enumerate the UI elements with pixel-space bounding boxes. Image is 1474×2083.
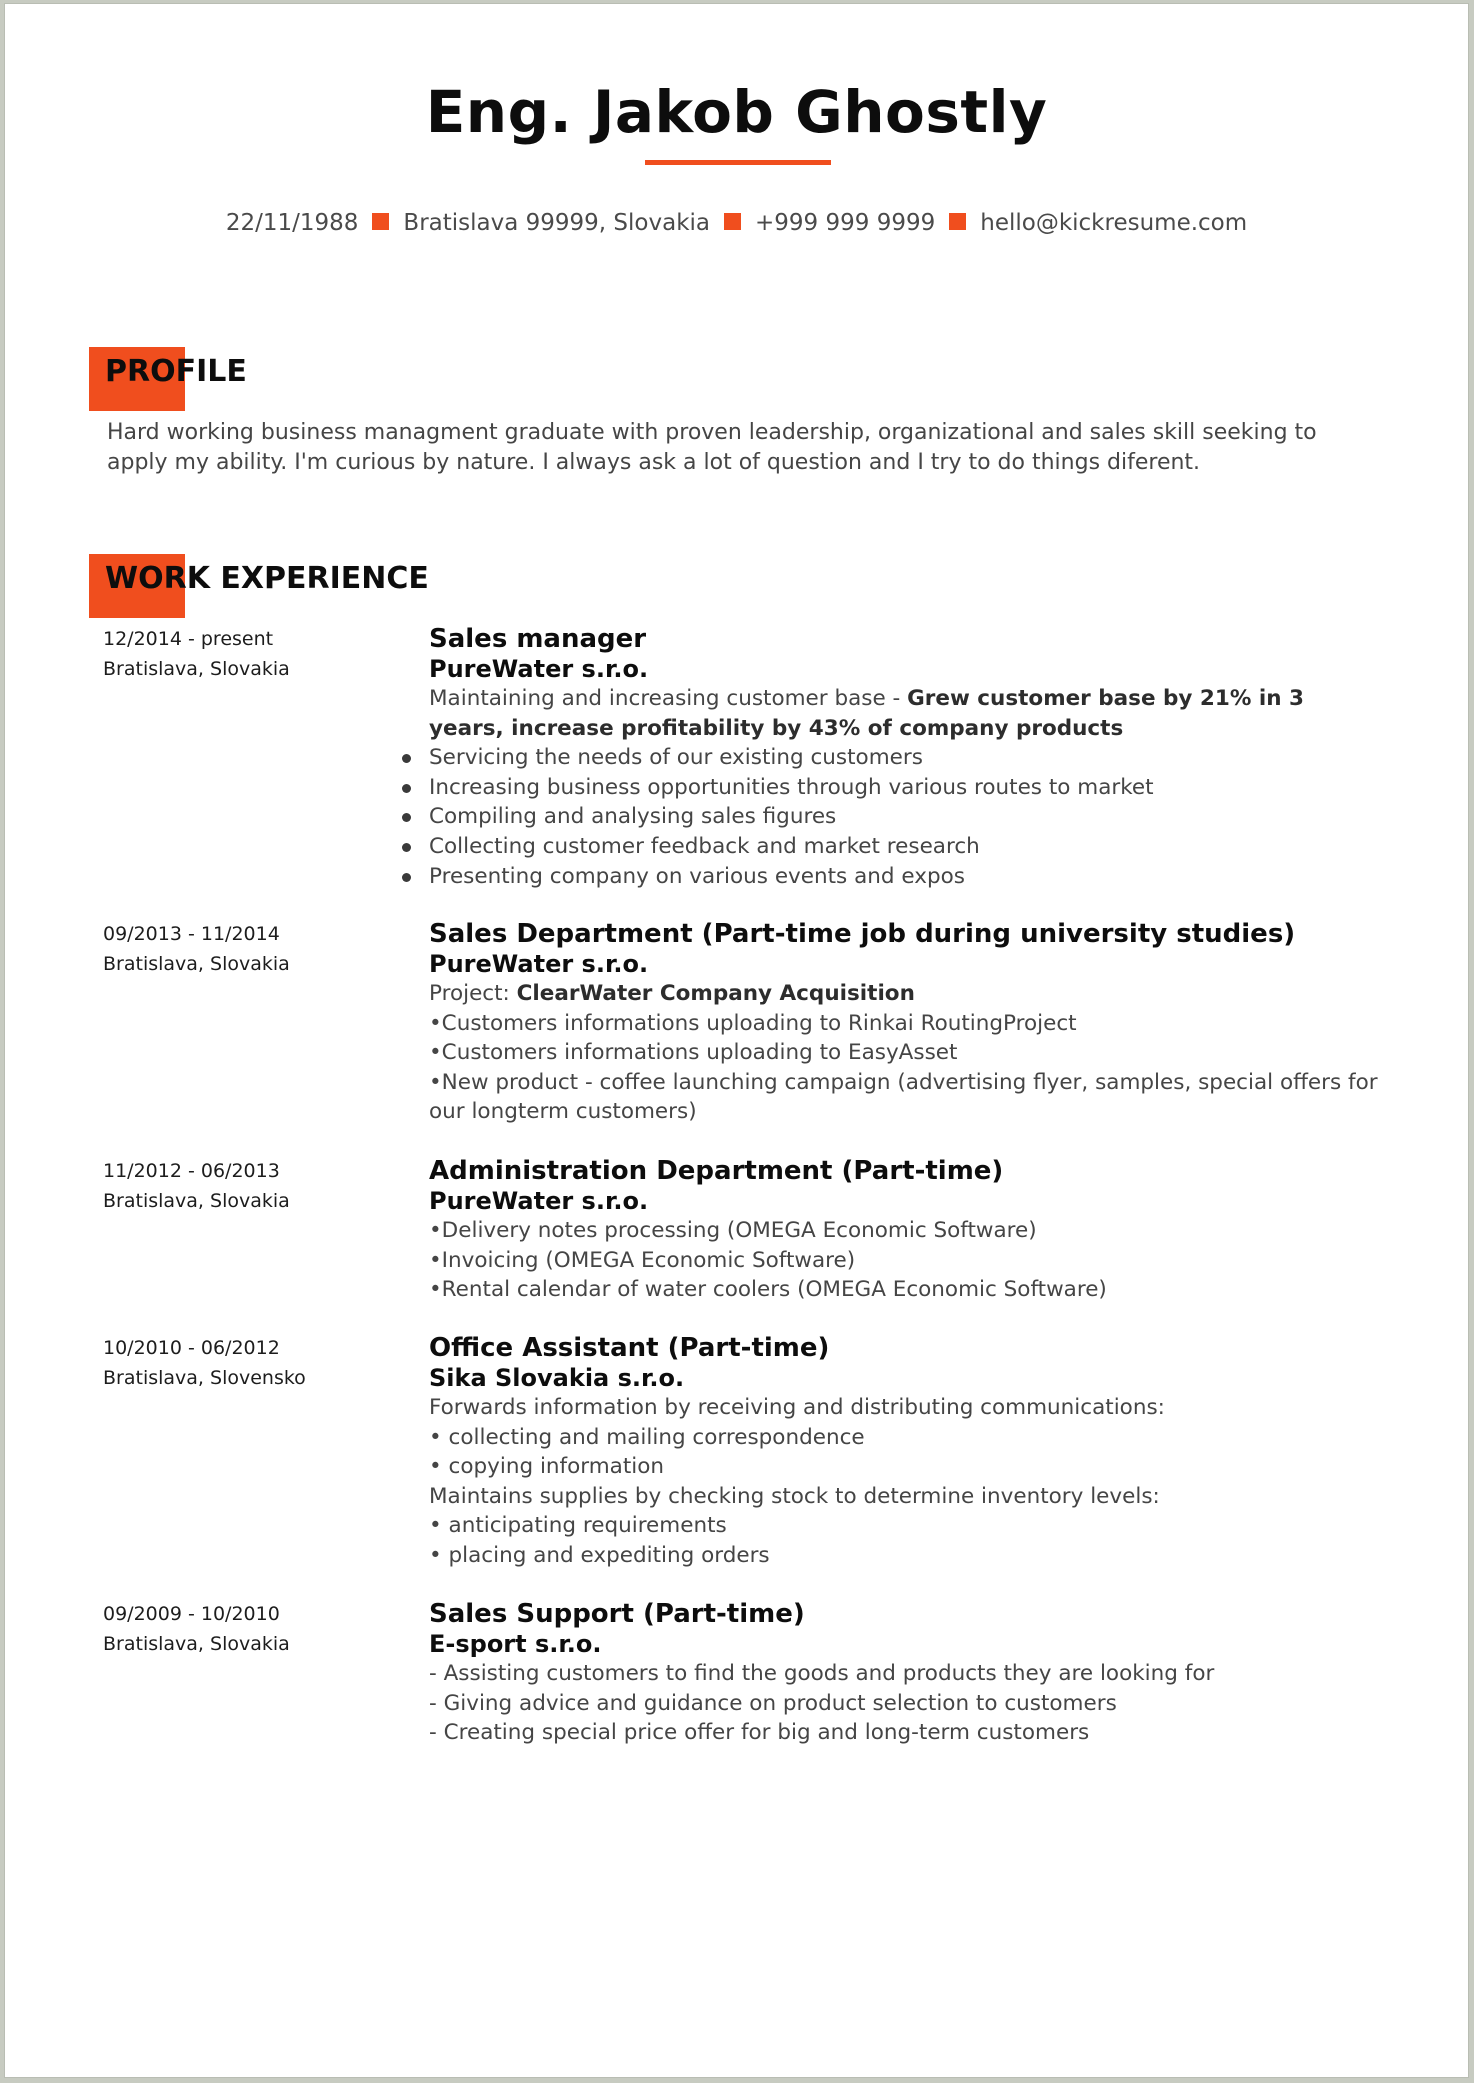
job-dates: 09/2013 - 11/2014 [103,923,280,945]
job-line: •Delivery notes processing (OMEGA Economic Software) [429,1218,1037,1243]
job-meta [103,919,403,979]
section-title: PROFILE [105,354,247,389]
job-role: Sales Department (Part-time job during university studies) [429,919,1296,949]
job-company: PureWater s.r.o. [429,1187,649,1215]
job-location: Bratislava, Slovakia [103,1633,290,1655]
job-line: • copying information [429,1454,665,1480]
job-line: • placing and expediting orders [429,1542,770,1568]
job-summary-intro: Maintaining and increasing customer base - [429,686,908,711]
job-line: •Customers informations uploading to EasyAsset [429,1040,958,1066]
job-meta [103,1156,403,1216]
job-company: PureWater s.r.o. [429,950,649,978]
contact-line [5,210,1468,236]
job-summary [429,684,1379,743]
project-name: ClearWater Company Acquisition [516,981,915,1006]
separator-square-icon [949,213,966,230]
job-location: Bratislava, Slovakia [103,953,290,975]
job-line: •Rental calendar of water coolers (OMEGA Economic Software) [429,1277,1107,1303]
section-title: WORK EXPERIENCE [105,561,429,596]
separator-square-icon [372,213,389,230]
job-line: •Invoicing (OMEGA Economic Software) [429,1247,856,1273]
list-item-text: Increasing business opportunities through various routes to market [429,774,1154,800]
name-underline [645,160,831,165]
job-details [429,1156,1379,1305]
job-line: Maintains supplies by checking stock to determine inventory levels: [429,1483,1160,1509]
job-role: Office Assistant (Part-time) [429,1333,830,1363]
job-meta [103,1599,403,1659]
address: Bratislava 99999, Slovakia [403,210,711,236]
job-meta [103,1333,403,1393]
job-details [429,919,1379,1127]
job-role: Sales Support (Part-time) [429,1599,805,1629]
job-line: • collecting and mailing correspondence [429,1424,865,1450]
profile-text: Hard working business managment graduate with proven leadership, organizational and sales skill seeking to apply my ability. I'm curious by nature. I always ask a lot of question and I try to do things diferent. [107,420,1317,475]
job-line: Forwards information by receiving and distributing communications: [429,1395,1165,1420]
job-company: Sika Slovakia s.r.o. [429,1364,685,1392]
job-dates: 11/2012 - 06/2013 [103,1160,280,1182]
job-role: Administration Department (Part-time) [429,1156,1004,1186]
bullet-icon [402,873,411,882]
profile-section-heading [89,354,247,394]
list-item [429,862,1379,892]
list-item-text: Collecting customer feedback and market research [429,833,980,859]
job-location: Bratislava, Slovakia [103,1190,290,1212]
job-line: - Giving advice and guidance on product selection to customers [429,1690,1117,1716]
job-location: Bratislava, Slovakia [103,658,290,680]
phone: +999 999 9999 [755,210,936,236]
resume-page [4,3,1469,2078]
list-item [429,832,1379,862]
job-line: - Creating special price offer for big and long-term customers [429,1720,1090,1746]
list-item-text: Presenting company on various events and expos [429,863,965,889]
job-line: • anticipating requirements [429,1513,727,1539]
list-item [429,773,1379,803]
bullet-icon [402,784,411,793]
job-dates: 10/2010 - 06/2012 [103,1337,280,1359]
job-bullet-list [429,743,1379,891]
bullet-icon [402,843,411,852]
job-project [429,979,1379,1009]
list-item [429,743,1379,773]
candidate-name: Eng. Jakob Ghostly [425,78,1048,146]
birthdate: 22/11/1988 [225,210,359,236]
list-item-text: Compiling and analysing sales figures [429,804,837,830]
job-line: •Customers informations uploading to Rinkai RoutingProject [429,1010,1077,1036]
job-line: •New product - coffee launching campaign (advertising flyer, samples, special offers for our longterm customers) [429,1069,1378,1125]
job-role: Sales manager [429,624,647,654]
bullet-icon [402,813,411,822]
job-line: - Assisting customers to find the goods and products they are looking for [429,1661,1215,1686]
list-item-text: Servicing the needs of our existing customers [429,745,923,771]
job-details [429,1599,1379,1748]
work-section-heading [89,561,429,601]
job-company: E-sport s.r.o. [429,1630,602,1658]
bullet-icon [402,754,411,763]
job-location: Bratislava, Slovensko [103,1367,306,1389]
job-company: PureWater s.r.o. [429,655,649,683]
email: hello@kickresume.com [980,210,1248,236]
list-item [429,802,1379,832]
job-summary-highlight: Grew customer base by 21% in 3 years, increase profitability by 43% of company products [429,686,1304,741]
project-label: Project: [429,981,517,1006]
job-dates: 12/2014 - present [103,628,274,650]
job-meta [103,624,403,684]
job-dates: 09/2009 - 10/2010 [103,1603,280,1625]
job-details [429,624,1379,891]
separator-square-icon [724,213,741,230]
job-details [429,1333,1379,1571]
